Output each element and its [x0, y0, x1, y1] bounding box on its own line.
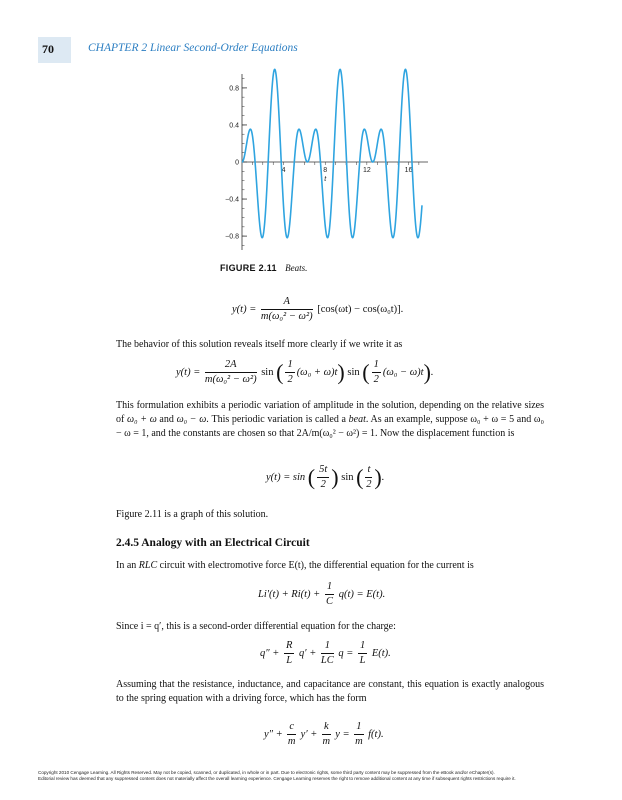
- y-tick-label: 0: [235, 159, 239, 167]
- equation-5: q″ + $\frac{R}{L}$ q′ + $\frac{1}{LC}$ q = $\frac{1}{L}$ E(t).: [260, 640, 391, 666]
- equation-4: Li′(t) + Ri(t) + $\frac{1}{C}$ q(t) = E(t).: [258, 581, 386, 607]
- x-axis-label: t: [324, 176, 327, 183]
- x-tick-label: 12: [362, 167, 371, 174]
- equation-6: y″ + $\frac{c}{m}$ y′ + $\frac{k}{m}$ y = $\frac{1}{m}$ f(t).: [264, 721, 384, 747]
- equation-2: y(t) = $\frac{2A}{\text{m(ω₀² − ω²)}}$ sin ( $\frac{1}{2}$ (ω₀ + ω)t) sin ( $\frac{1}{2}$ (ω₀ − ω)t).: [176, 359, 434, 385]
- x-tick-label: 16: [404, 167, 413, 174]
- beats-curve: [242, 69, 422, 237]
- figure-caption-text: Beats.: [285, 263, 308, 273]
- x-tick-label: 8: [323, 167, 328, 174]
- paragraph-5: Since i = q′, this is a second-order differential equation for the charge:: [116, 621, 396, 632]
- section-heading: 2.4.5 Analogy with an Electrical Circuit: [116, 537, 310, 549]
- equation-1: y(t) = $\frac{A}{\text{m(ω₀² − ω²)}}$ [cos(ωt) − cos(ω₀t)].: [232, 296, 404, 322]
- paragraph-2: This formulation exhibits a periodic variation of amplitude in the solution, depending on the relative sizes of ω₀ + ω and ω₀ − ω. This periodic variation is called a beat. As an example, suppose ω₀ + ω = 5 and ω₀ − ω = 1, and the constants are chosen so that 2A/m(ω₀² − ω²) = 1. Now the displacement function is: [116, 400, 544, 439]
- copyright-line-1: Copyright 2010 Cengage Learning. All Rights Reserved. May not be copied, scanned, or duplicated, in whole or in part. Due to electronic rights, some third party content may be suppressed from the eBook and/or eChapter(s).: [38, 770, 495, 775]
- paragraph-4: In an RLC circuit with electromotive force E(t), the differential equation for the current is: [116, 560, 474, 571]
- y-tick-label: 0.4: [229, 122, 239, 130]
- figure-caption: [220, 263, 307, 273]
- page-number: 70: [42, 42, 54, 56]
- paragraph-1: The behavior of this solution reveals itself more clearly if we write it as: [116, 339, 403, 350]
- y-tick-label: 0.8: [229, 85, 239, 93]
- copyright-line-2: Editorial review has deemed that any suppressed content does not materially affect the overall learning experience. Cengage Learning reserves the right to remove additional content at any time if subsequent rights restrictions require it.: [38, 776, 516, 781]
- y-tick-label: −0.8: [225, 233, 239, 241]
- y-tick-label: −0.4: [225, 196, 239, 204]
- equation-3: y(t) = sin ( $\frac{5t}{2}$ ) sin ( $\frac{t}{2}$ ).: [266, 464, 385, 490]
- paragraph-3: Figure 2.11 is a graph of this solution.: [116, 509, 269, 520]
- figure-label: FIGURE 2.11: [220, 263, 277, 273]
- beats-chart: [220, 64, 442, 260]
- chapter-heading: CHAPTER 2 Linear Second-Order Equations: [88, 42, 298, 54]
- paragraph-6: Assuming that the resistance, inductance, and capacitance are constant, this equation is exactly analogous to the spring equation with a driving force, which has the form: [116, 679, 544, 704]
- x-tick-label: 4: [281, 167, 286, 174]
